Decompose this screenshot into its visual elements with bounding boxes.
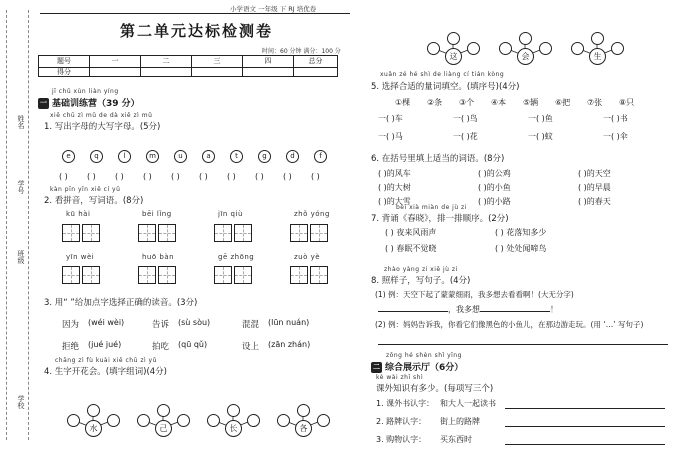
q4-flower-petal-blank[interactable] (137, 414, 150, 427)
margin-class-label: 班级 (17, 250, 25, 264)
margin-school-label: 学校 (17, 395, 25, 409)
q3-word: 设上 (242, 342, 260, 352)
sec2-item-value: 和大人一起读书 (440, 399, 496, 408)
q3-reading-options[interactable]: (qū qǔ) (178, 340, 208, 349)
header-edition: RJ (288, 5, 295, 13)
q2-word-pinyin: zuò yè (294, 253, 321, 261)
letter-circle: l (118, 150, 131, 163)
tianzi-box[interactable] (82, 224, 100, 242)
score-table-row-label: 得分 (39, 67, 90, 77)
q8-sub1-blank-a[interactable] (378, 311, 448, 312)
q6-blank-item[interactable]: ( )的公鸡 (478, 169, 511, 178)
score-table-header: 二 (141, 56, 192, 67)
q5-flower-petal-blank[interactable] (611, 42, 624, 55)
sec2-q-title: 课外知识有多少。(每项写三个) (376, 384, 494, 394)
q3-reading-options[interactable]: (lūn nuán) (268, 318, 310, 327)
q5-blank-item[interactable]: 一( )鱼 (528, 114, 553, 123)
sec2-badge: 二 (373, 363, 380, 371)
header-strip (230, 4, 316, 13)
q6-title: 6. 在括号里填上适当的词语。(8分) (371, 154, 505, 164)
q5-option: ②条 (427, 98, 443, 107)
q5-option: ⑧只 (619, 98, 635, 107)
q4-flower-center-char: 长 (225, 420, 242, 437)
q8-pinyin: zhào yàng zi xiě jù zi (384, 266, 458, 273)
q2-word-pinyin: huō bàn (142, 253, 175, 261)
q6-blank-item[interactable]: ( )的大雪 (378, 197, 411, 206)
letter-answer-bracket[interactable]: ( ) (255, 172, 264, 181)
q4-flower-petal-blank[interactable] (317, 414, 330, 427)
header-rule (40, 13, 350, 14)
q3-word: 拒绝 (62, 342, 80, 352)
q5-flower-petal-blank[interactable] (539, 42, 552, 55)
q5-flower-center-char: 这 (445, 48, 462, 65)
q5-flower-petal-blank[interactable] (591, 32, 604, 45)
score-table (38, 55, 338, 77)
q5-flower-center-char: 生 (589, 48, 606, 65)
q3-word: 混混 (242, 320, 260, 330)
score-cell[interactable] (294, 67, 337, 77)
q5-option: ①棵 (395, 98, 411, 107)
tianzi-box[interactable] (62, 266, 80, 284)
q5-option: ⑥把 (555, 98, 571, 107)
q7-title: 7. 背诵《春晓》，排一排顺序。(2分) (371, 214, 509, 224)
q4-flower-petal-blank[interactable] (67, 414, 80, 427)
q8-sub1: (1) 例：天空下起了蒙蒙细雨，我多想去看看啊！(大无分字) (375, 290, 574, 299)
score-cell[interactable] (141, 67, 192, 77)
q2-title: 2. 看拼音，写词语。(8分) (44, 196, 144, 206)
score-table-header: 四 (243, 56, 294, 67)
q5-option: ④本 (491, 98, 507, 107)
q5-blank-item[interactable]: 一( )书 (603, 114, 628, 123)
letter-answer-bracket[interactable]: ( ) (227, 172, 236, 181)
q8-sub2-answer-line[interactable] (378, 344, 668, 345)
letter-circle: e (62, 150, 75, 163)
tianzi-box[interactable] (290, 224, 308, 242)
q6-blank-item[interactable]: ( )的小鱼 (478, 183, 511, 192)
tianzi-box[interactable] (310, 224, 328, 242)
q5-flower-center-char: 会 (517, 48, 534, 65)
letter-circle: q (90, 150, 103, 163)
q3-word: 拍吃 (152, 342, 170, 352)
q5-flower-petal-blank[interactable] (571, 42, 584, 55)
q5-blank-item[interactable]: 一( )马 (378, 132, 403, 141)
sec2-heading (371, 360, 463, 373)
score-table-header: 一 (90, 56, 141, 67)
q3-reading-options[interactable]: (jué jué) (88, 340, 122, 349)
tianzi-box[interactable] (234, 224, 252, 242)
q2-word-pinyin: zhǒ yóng (294, 210, 330, 218)
letter-answer-bracket[interactable]: ( ) (143, 172, 152, 181)
q4-title: 4. 生字开花会。(填字组词)(4分) (44, 367, 167, 377)
q5-blank-item[interactable]: 一( )伞 (603, 132, 628, 141)
q3-reading-options[interactable]: (wéi wèi) (88, 318, 125, 327)
q6-blank-item[interactable]: ( )的风车 (378, 169, 411, 178)
q5-flower-petal-blank[interactable] (499, 42, 512, 55)
q5-option: ⑤辆 (523, 98, 539, 107)
q4-flower-center-char: 己 (155, 420, 172, 437)
sec2-title: 综合展示厅（6分） (385, 363, 464, 373)
q3-reading-options[interactable]: (sù sòu) (178, 318, 211, 327)
q5-pinyin: xuǎn zé hé shì de liàng cí tián kòng (380, 71, 505, 78)
page-title: 第二单元达标检测卷 (120, 22, 274, 40)
q5-flower-petal-blank[interactable] (427, 42, 440, 55)
letter-answer-bracket[interactable]: ( ) (199, 172, 208, 181)
q4-flower-center-char: 水 (85, 420, 102, 437)
q6-blank-item[interactable]: ( )的春天 (578, 197, 611, 206)
q5-flower-petal-blank[interactable] (519, 32, 532, 45)
sec1-heading (38, 96, 140, 109)
letter-answer-bracket[interactable]: ( ) (115, 172, 124, 181)
score-cell[interactable] (90, 67, 141, 77)
sec2-item-value: 买东西时 (440, 435, 472, 444)
q2-word-pinyin: kū hài (66, 210, 91, 218)
score-table-header: 三 (192, 56, 243, 67)
sec2-item-label: 3. 购物认字： (376, 435, 427, 444)
q8-sub1-end: ！ (550, 305, 558, 314)
q4-flower-petal-blank[interactable] (247, 414, 260, 427)
q8-title: 8. 照样子，写句子。(4分) (371, 276, 471, 286)
q4-flower-petal-blank[interactable] (207, 414, 220, 427)
letter-circle: f (314, 150, 327, 163)
letter-circle: t (230, 150, 243, 163)
q2-word-pinyin: jīn qiù (218, 210, 243, 218)
q2-word-pinyin: bēi lǐng (142, 210, 172, 218)
q5-blank-item[interactable]: 一( )蚊 (528, 132, 553, 141)
q4-flower-center-char: 各 (295, 420, 312, 437)
letter-answer-bracket[interactable]: ( ) (311, 172, 320, 181)
letter-circle: m (146, 150, 159, 163)
q8-sub1-line (378, 304, 558, 315)
tianzi-box[interactable] (82, 266, 100, 284)
sec2-item-answer-line[interactable] (505, 426, 665, 427)
q6-blank-item[interactable]: ( )的小路 (478, 197, 511, 206)
score-table-header: 总分 (308, 57, 323, 65)
header-grade: 一年级 (258, 5, 278, 13)
score-cell[interactable] (243, 67, 294, 77)
sec1-badge: 一 (40, 99, 47, 107)
score-table-header: 题号 (39, 56, 90, 67)
letter-circle: a (202, 150, 215, 163)
sec1-title: 基础训练营（39 分） (52, 99, 140, 109)
header-series: 培优卷 (296, 5, 317, 13)
binding-line-2 (28, 10, 29, 440)
q7-pinyin: bèi xià miàn de jù zi (396, 204, 467, 211)
q3-title: 3. 用“ ”给加点字选择正确的读音。(3分) (44, 298, 198, 308)
sec2-item-value: 街上的路牌 (440, 417, 480, 426)
q8-sub1-fill-text: ，我多想 (448, 305, 480, 314)
q3-word: 告诉 (152, 320, 170, 330)
letter-circle: u (174, 150, 187, 163)
q3-word: 因为 (62, 320, 80, 330)
q5-blank-item[interactable]: 一( )车 (378, 114, 403, 123)
q8-sub1-blank-b[interactable] (480, 311, 550, 312)
q7-poem-line[interactable]: ( ) 春眠不觉晓 (385, 244, 437, 253)
time-info: 时间：60 分钟 满分：100 分 (262, 48, 341, 55)
q4-flower-petal-blank[interactable] (227, 404, 240, 417)
binding-line-1 (6, 10, 7, 440)
q4-flower-petal-blank[interactable] (177, 414, 190, 427)
tianzi-box[interactable] (234, 266, 252, 284)
sec2-item-answer-line[interactable] (505, 408, 665, 409)
tianzi-box[interactable] (310, 266, 328, 284)
q4-pinyin: chāng zì fù kuài xiě chū zì yǔ (55, 357, 157, 364)
tianzi-box[interactable] (158, 266, 176, 284)
sec2-q-pinyin: kè wài zhī shì (376, 374, 424, 381)
letter-answer-bracket[interactable]: ( ) (171, 172, 180, 181)
q7-poem-line[interactable]: ( ) 夜来风雨声 (385, 228, 437, 237)
tianzi-box[interactable] (214, 224, 232, 242)
q1-title: 1. 写出字母的大写字母。(5分) (44, 122, 161, 132)
letter-circle: g (258, 150, 271, 163)
q7-poem-line[interactable]: ( ) 处处闻啼鸟 (495, 244, 547, 253)
q1-pinyin: xiě chū zì mǔ de dà xiě zì mǔ (50, 112, 153, 119)
sec2-item-answer-line[interactable] (505, 444, 665, 445)
tianzi-box[interactable] (138, 266, 156, 284)
q3-reading-options[interactable]: (zān zhán) (268, 340, 311, 349)
q2-word-pinyin: gē zhōng (218, 253, 255, 261)
q5-option: ⑦张 (587, 98, 603, 107)
sec2-pinyin: zōng hé shèn shǐ yīng (386, 352, 462, 359)
tianzi-box[interactable] (138, 224, 156, 242)
margin-id-label: 学号 (17, 180, 25, 194)
q5-flower-petal-blank[interactable] (467, 42, 480, 55)
sec2-item-label: 1. 课外书认字： (376, 399, 435, 408)
q4-flower-petal-blank[interactable] (277, 414, 290, 427)
q5-title: 5. 选择合适的量词填空。(填序号)(4分) (371, 82, 520, 92)
q6-blank-item[interactable]: ( )的早晨 (578, 183, 611, 192)
tianzi-box[interactable] (290, 266, 308, 284)
tianzi-box[interactable] (158, 224, 176, 242)
header-volume: 下 (279, 5, 287, 13)
sec2-item-label: 2. 路牌认字： (376, 417, 427, 426)
q4-flower-petal-blank[interactable] (107, 414, 120, 427)
q5-blank-item[interactable]: 一( )花 (453, 132, 478, 141)
header-subject: 小学语文 (230, 5, 256, 13)
q6-blank-item[interactable]: ( )的天空 (578, 169, 611, 178)
q7-poem-line[interactable]: ( ) 花落知多少 (495, 228, 547, 237)
q2-pinyin: kàn pīn yīn xiě cí yǔ (50, 186, 121, 193)
q5-blank-item[interactable]: 一( )鸟 (453, 114, 478, 123)
tianzi-box[interactable] (214, 266, 232, 284)
q4-flower-petal-blank[interactable] (157, 404, 170, 417)
q4-flower-petal-blank[interactable] (297, 404, 310, 417)
letter-answer-bracket[interactable]: ( ) (59, 172, 68, 181)
margin-name-label: 姓名 (17, 115, 25, 129)
q8-sub2: (2) 例：妈妈告诉我，你看它们像黑色的小鱼儿，在那边游走玩。(用 ‘…’ 写句子) (375, 320, 644, 329)
q6-blank-item[interactable]: ( )的大树 (378, 183, 411, 192)
q5-flower-petal-blank[interactable] (447, 32, 460, 45)
letter-answer-bracket[interactable]: ( ) (87, 172, 96, 181)
q5-option: ③个 (459, 98, 475, 107)
letter-circle: d (286, 150, 299, 163)
score-cell[interactable] (192, 67, 243, 77)
q4-flower-petal-blank[interactable] (87, 404, 100, 417)
tianzi-box[interactable] (62, 224, 80, 242)
sec1-pinyin: jī chǔ xùn liàn yíng (52, 88, 119, 95)
letter-answer-bracket[interactable]: ( ) (283, 172, 292, 181)
q2-word-pinyin: yīn wèi (66, 253, 95, 261)
